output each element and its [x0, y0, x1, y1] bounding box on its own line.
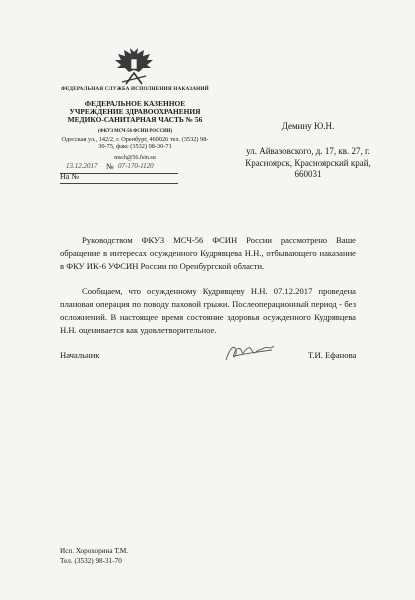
institution-email: msch@56.fsin.su — [114, 155, 156, 161]
signatory-name: Т.И. Ефанова — [308, 350, 357, 360]
signatory-title: Начальник — [60, 350, 100, 360]
institution-name: ФЕДЕРАЛЬНОЕ КАЗЕННОЕ УЧРЕЖДЕНИЕ ЗДРАВООХРАНЕНИЯ МЕДИКО-САНИТАРНАЯ ЧАСТЬ № 56 — [67, 99, 203, 125]
institution-address: Одесская ул., 142/2, г. Оренбург, 460026 тел. (3532) 98-30-75, факс (3532) 98-30-71 — [61, 136, 209, 150]
recipient-block — [233, 121, 383, 180]
body-paragraph-2: Сообщаем, что осужденному Кудрявцеву Н.Н. 07.12.2017 проведена плановая операция по поводу паховой грыжи. Послеоперационный период - без осложнений. В настоящее время состояние здоровья осужденного Кудрявцева Н.Н. оценивается как удовлетворительное. — [60, 286, 356, 336]
recipient-address: ул. Айвазовского, д. 17, кв. 27, г. Красноярск, Красноярский край, 660031 — [245, 146, 371, 179]
body-paragraph-1: Руководством ФКУЗ МСЧ-56 ФСИН России рассмотрено Ваше обращение в интересах осужденного Кудрявцева Н.Н., отбывающего наказание в ФКУ ИК-6 УФСИН России по Оренбургской области. — [60, 235, 356, 272]
institution-abbreviation: (ФКУЗ МСЧ-56 ФСИН РОССИИ) — [97, 129, 173, 134]
service-name: ФЕДЕРАЛЬНАЯ СЛУЖБА ИСПОЛНЕНИЯ НАКАЗАНИЙ — [61, 86, 209, 92]
registration-date: 13.12.2017 — [66, 162, 98, 170]
reference-number-label: На № — [60, 172, 79, 181]
registration-number: 07-170-1120 — [118, 162, 154, 170]
handwritten-signature — [222, 338, 282, 366]
executor-phone: Тел. (3532) 98-31-70 — [60, 557, 122, 565]
recipient-name: Демину Ю.Н. — [281, 121, 335, 131]
double-headed-eagle-emblem-icon — [112, 46, 156, 86]
executor-name: Исп. Хорохорина Т.М. — [60, 547, 129, 555]
registration-number-label: № — [106, 162, 114, 171]
